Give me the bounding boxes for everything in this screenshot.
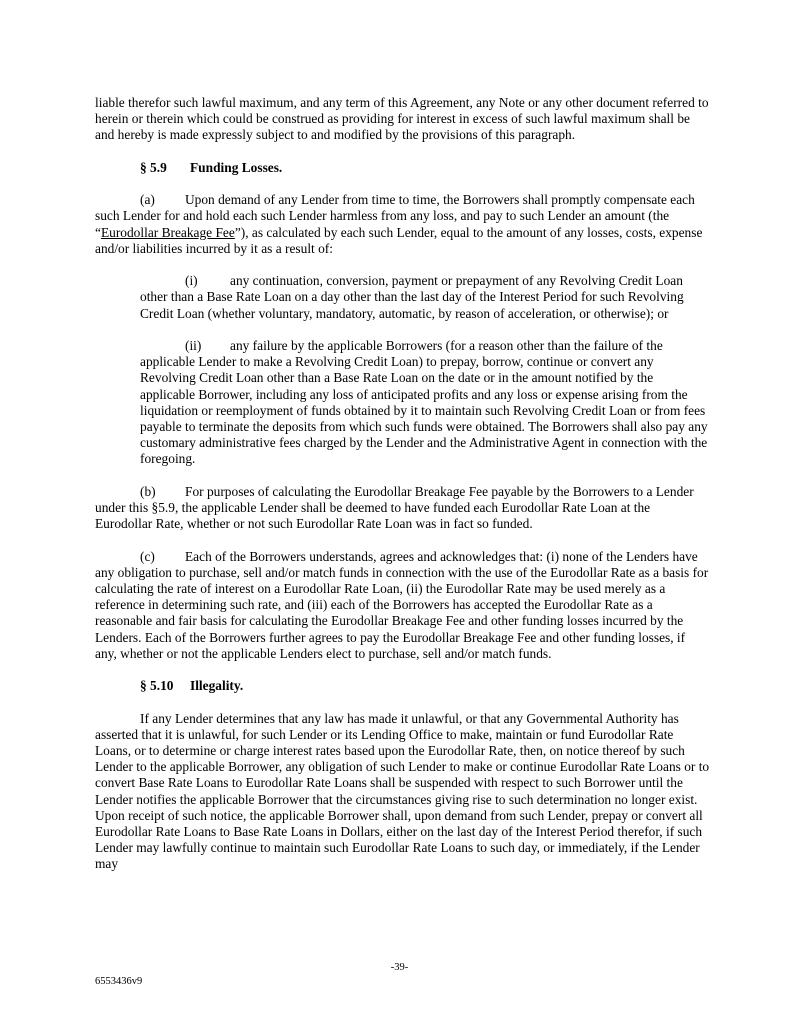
section-heading-5-9 — [95, 160, 710, 176]
paragraph-text: For purposes of calculating the Eurodollar Breakage Fee payable by the Borrowers to a Lender under this §5.9, the applicable Lender shall be deemed to have funded each Eurodollar Rate Loan at the Eurodollar Rate, whether or not such Eurodollar Rate Loan was in fact so funded. — [95, 483, 694, 532]
paragraph-label: (c) — [140, 548, 155, 564]
paragraph-text: any failure by the applicable Borrowers (for a reason other than the failure of the applicable Lender to make a Revolving Credit Loan) to prepay, borrow, continue or convert any Revolving Credit Loan other than a Base Rate Loan on the date or in the amount notified by the applicable Borrower, including any loss of anticipated profits and any loss or expense arising from the liquidation or reemployment of funds obtained by it to maintain such Revolving Credit Loan or from fees payable to terminate the deposits from which such funds were obtained. The Borrowers shall also pay any customary administrative fees charged by the Lender and the Administrative Agent in connection with the foregoing. — [140, 337, 708, 467]
document-id: 6553436v9 — [95, 976, 143, 987]
section-heading-5-10 — [95, 678, 710, 694]
paragraph-label: (b) — [140, 483, 156, 499]
section-title: Illegality. — [190, 678, 244, 694]
paragraph-b — [95, 484, 710, 533]
paragraph-text: Each of the Borrowers understands, agrees and acknowledges that: (i) none of the Lenders have any obligation to purchase, sell and/or match funds in connection with the use of the Eurodollar Rate as a basis for calculating the rate of interest on a Eurodollar Rate Loan, (ii) the Eurodollar Rate may be used merely as a reference in determining such rate, and (iii) each of the Borrowers has accepted the Eurodollar Rate as a reasonable and fair basis for calculating the Eurodollar Breakage Fee and other funding losses incurred by the Lenders. Each of the Borrowers further agrees to pay the Eurodollar Breakage Fee and other funding losses, if any, whether or not the applicable Lenders elect to purchase, sell and/or match funds. — [95, 548, 709, 661]
subparagraph-i — [140, 273, 710, 322]
paragraph-a — [95, 192, 710, 257]
paragraph-c — [95, 549, 710, 662]
paragraph-text: ”), as calculated by each such Lender, equal to the amount of any losses, costs, expense and/or liabilities incurred by it as a result of: — [95, 224, 703, 256]
page-number: -39- — [390, 962, 409, 973]
illegality-paragraph: If any Lender determines that any law has made it unlawful, or that any Governmental Authority has asserted that it is unlawful, for such Lender or its Lending Office to make, maintain or fund Eurodollar Rate Loans, or to determine or charge interest rates based upon the Eurodollar Rate, then, on notice thereof by such Lender to the applicable Borrower, any obligation of such Lender to make or continue Eurodollar Rate Loans or to convert Base Rate Loans to Eurodollar Rate Loans shall be suspended with respect to such Borrower until the Lender notifies the applicable Borrower that the circumstances giving rise to such determination no longer exist. Upon receipt of such notice, the applicable Borrower shall, upon demand from such Lender, prepay or convert all Eurodollar Rate Loans to Base Rate Loans in Dollars, either on the last day of the Interest Period therefor, if such Lender may lawfully continue to maintain such Eurodollar Rate Loans to such day, or immediately, if the Lender may — [95, 710, 710, 872]
continuation-paragraph: liable therefor such lawful maximum, and any term of this Agreement, any Note or any other document referred to herein or therein which could be construed as providing for interest in excess of such lawful maximum shall be and hereby is made expressly subject to and modified by the provisions of this paragraph. — [95, 95, 709, 143]
paragraph-text: Upon demand of any Lender from time to time, the Borrowers shall promptly compensate each such Lender for and hold each such Lender harmless from any loss, and pay to such Lender an amount (the “ — [95, 192, 695, 240]
section-number: § 5.10 — [140, 678, 174, 694]
defined-term: Eurodollar Breakage Fee — [100, 224, 235, 240]
paragraph-label: (ii) — [185, 337, 202, 353]
subparagraph-ii — [140, 338, 710, 468]
document-body — [95, 95, 710, 889]
paragraph-label: (a) — [140, 192, 155, 208]
section-title: Funding Losses. — [190, 159, 283, 175]
section-number: § 5.9 — [140, 159, 167, 175]
paragraph-label: (i) — [185, 273, 198, 289]
paragraph-text: any continuation, conversion, payment or prepayment of any Revolving Credit Loan other than a Base Rate Loan on a day other than the last day of the Interest Period for such Revolving Credit Loan (whether voluntary, mandatory, automatic, by reason of acceleration, or otherwise); or — [140, 273, 684, 321]
